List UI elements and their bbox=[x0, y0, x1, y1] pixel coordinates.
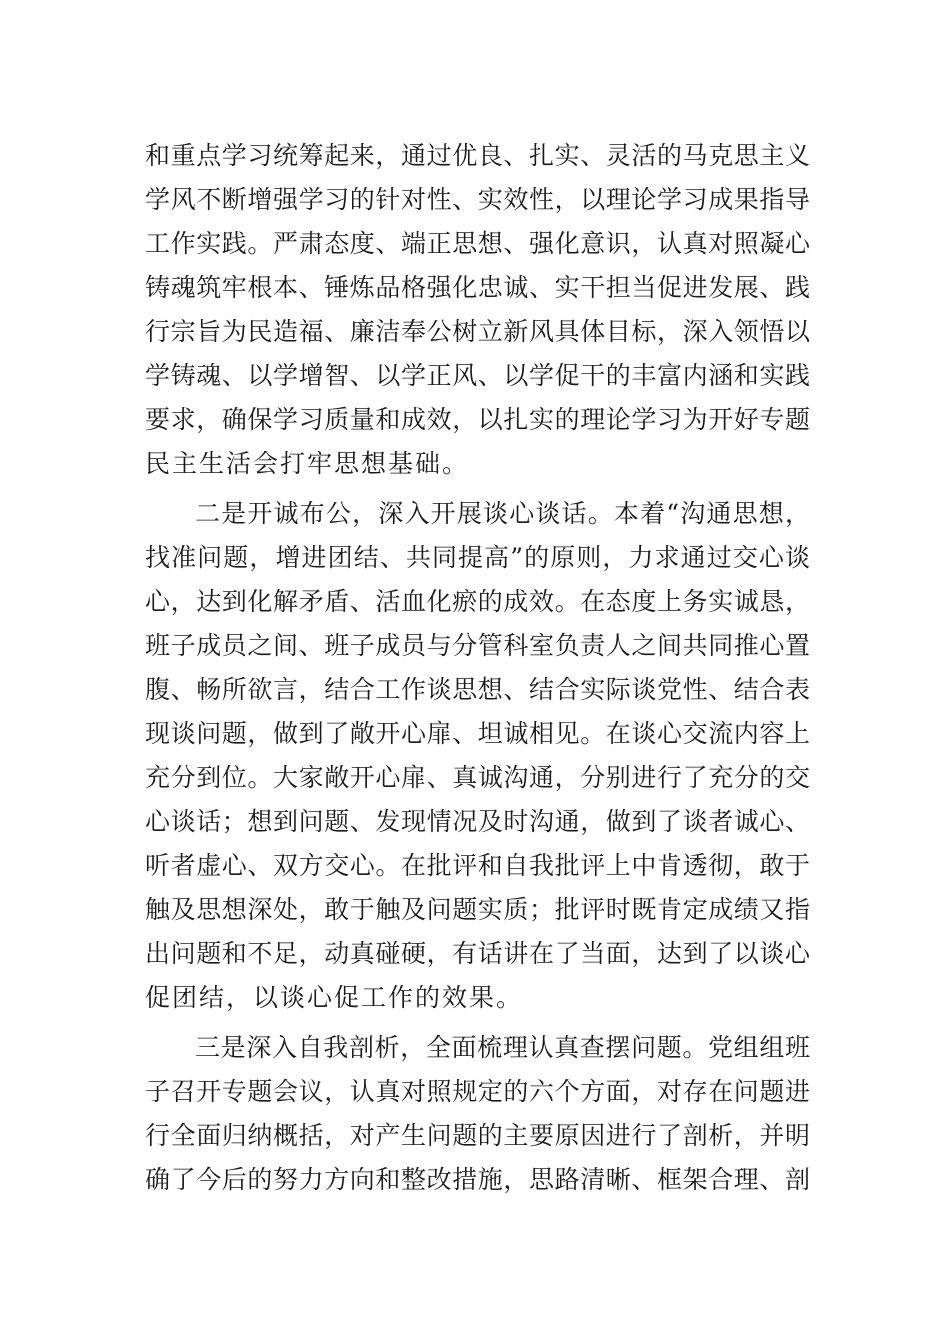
text-line: 民主生活会打牢思想基础。 bbox=[145, 449, 470, 478]
text-line: 子召开专题会议，认真对照规定的六个方面，对存在问题进 bbox=[145, 1077, 810, 1106]
text-line: 确了今后的努力方向和整改措施，思路清晰、框架合理、剖 bbox=[145, 1165, 810, 1194]
text-line: 学铸魂、以学增智、以学正风、以学促干的丰富内涵和实践 bbox=[145, 361, 810, 390]
text-line: 听者虚心、双方交心。在批评和自我批评上中肯透彻，敢于 bbox=[145, 851, 810, 880]
text-line: 铸魂筑牢根本、锤炼品格强化忠诚、实干担当促进发展、践 bbox=[145, 273, 810, 302]
text-line: 行全面归纳概括，对产生问题的主要原因进行了剖析，并明 bbox=[145, 1121, 810, 1150]
text-line: 行宗旨为民造福、廉洁奉公树立新风具体目标，深入领悟以 bbox=[145, 317, 810, 346]
text-line: 心谈话；想到问题、发现情况及时沟通，做到了谈者诚心、 bbox=[145, 807, 810, 836]
text-line: 找准问题，增进团结、共同提高”的原则，力求通过交心谈 bbox=[145, 543, 810, 572]
text-line: 充分到位。大家敞开心扉、真诚沟通，分别进行了充分的交 bbox=[145, 763, 810, 792]
text-line: 腹、畅所欲言，结合工作谈思想、结合实际谈党性、结合表 bbox=[145, 675, 810, 704]
text-line: 工作实践。严肃态度、端正思想、强化意识，认真对照凝心 bbox=[145, 229, 810, 258]
paragraph-start-line: 二是开诚布公，深入开展谈心谈话。本着“沟通思想， bbox=[195, 499, 810, 528]
text-line: 学风不断增强学习的针对性、实效性，以理论学习成果指导 bbox=[145, 185, 810, 214]
text-line: 促团结，以谈心促工作的效果。 bbox=[145, 983, 524, 1012]
text-line: 要求，确保学习质量和成效，以扎实的理论学习为开好专题 bbox=[145, 405, 810, 434]
text-line: 心，达到化解矛盾、活血化瘀的成效。在态度上务实诚恳， bbox=[145, 587, 810, 616]
text-line: 现谈问题，做到了敞开心扉、坦诚相见。在谈心交流内容上 bbox=[145, 719, 810, 748]
text-line: 班子成员之间、班子成员与分管科室负责人之间共同推心置 bbox=[145, 631, 810, 660]
text-line: 触及思想深处，敢于触及问题实质；批评时既肯定成绩又指 bbox=[145, 895, 810, 924]
paragraph-start-line: 三是深入自我剖析，全面梳理认真查摆问题。党组组班 bbox=[195, 1033, 810, 1062]
text-line: 和重点学习统筹起来，通过优良、扎实、灵活的马克思主义 bbox=[145, 141, 810, 170]
text-line: 出问题和不足，动真碰硬，有话讲在了当面，达到了以谈心 bbox=[145, 939, 810, 968]
